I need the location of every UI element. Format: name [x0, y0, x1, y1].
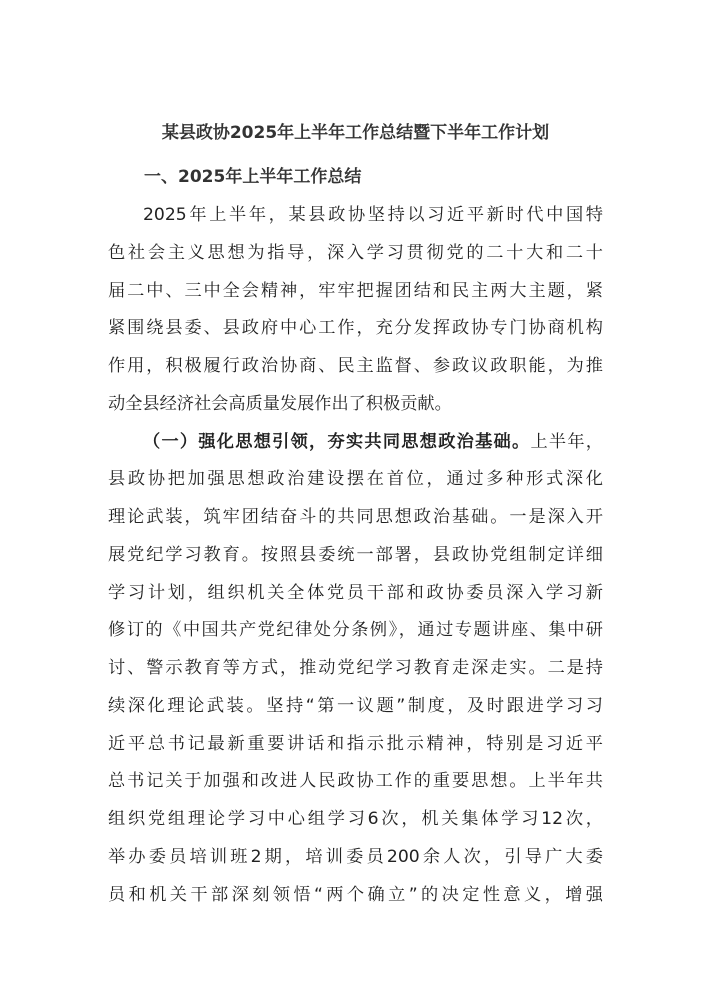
paragraph-line: 总书记关于加强和改进人民政协工作的重要思想。上半年共 — [108, 771, 603, 791]
paragraph-line: 举办委员培训班2期，培训委员200余人次，引导广大委 — [108, 847, 603, 867]
section-heading: 一、2025年上半年工作总结 — [144, 167, 362, 187]
paragraph-line: 学习计划，组织机关全体党员干部和政协委员深入学习新 — [108, 583, 603, 603]
document-title: 某县政协2025年上半年工作总结暨下半年工作计划 — [161, 123, 550, 143]
subsection-lead-text: 上半年， — [530, 432, 603, 452]
paragraph-line: 理论武装，筑牢团结奋斗的共同思想政治基础。一是深入开 — [108, 507, 603, 527]
subsection-first-line — [143, 427, 603, 457]
paragraph-line: 续深化理论武装。坚持“第一议题”制度，及时跟进学习习 — [108, 696, 603, 716]
paragraph-line: 展党纪学习教育。按照县委统一部署，县政协党组制定详细 — [108, 545, 603, 565]
paragraph-line: 2025年上半年，某县政协坚持以习近平新时代中国特 — [143, 205, 603, 225]
paragraph-line: 色社会主义思想为指导，深入学习贯彻党的二十大和二十 — [108, 243, 603, 263]
paragraph-line: 员和机关干部深刻领悟“两个确立”的决定性意义，增强 — [108, 885, 603, 905]
paragraph-line: 修订的《中国共产党纪律处分条例》，通过专题讲座、集中研 — [108, 620, 603, 640]
paragraph-line: 讨、警示教育等方式，推动党纪学习教育走深走实。二是持 — [108, 658, 603, 678]
paragraph-line: 届二中、三中全会精神，牢牢把握团结和民主两大主题，紧 — [108, 281, 603, 301]
paragraph-line: 近平总书记最新重要讲话和指示批示精神，特别是习近平 — [108, 734, 603, 754]
paragraph-line: 动全县经济社会高质量发展作出了积极贡献。 — [108, 394, 452, 414]
paragraph-line: 紧围绕县委、县政府中心工作，充分发挥政协专门协商机构 — [108, 318, 603, 338]
paragraph-line: 作用，积极履行政治协商、民主监督、参政议政职能，为推 — [108, 356, 603, 376]
paragraph-line: 组织党组理论学习中心组学习6次，机关集体学习12次， — [108, 809, 603, 829]
subsection-heading: （一）强化思想引领，夯实共同思想政治基础。 — [143, 432, 531, 452]
paragraph-line: 县政协把加强思想政治建设摆在首位，通过多种形式深化 — [108, 469, 603, 489]
